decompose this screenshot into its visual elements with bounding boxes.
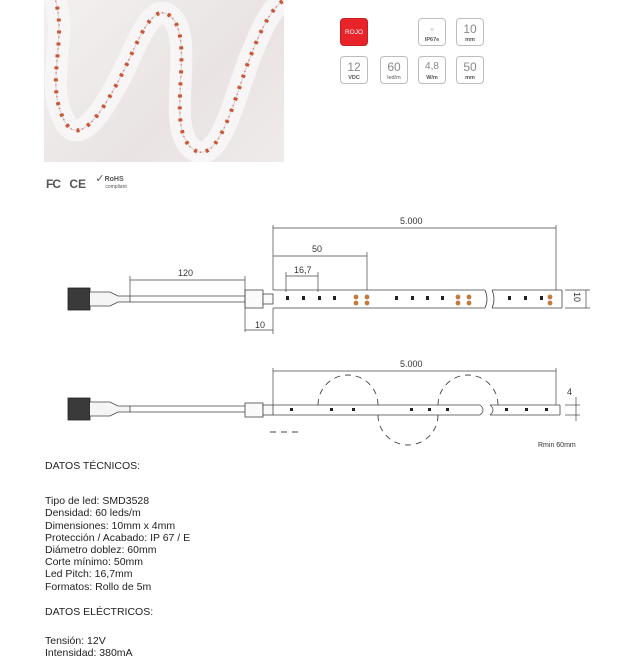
bend-arcs bbox=[270, 375, 498, 445]
fc-logo: FC bbox=[46, 176, 60, 191]
spec-row: Corte mínimo: 50mm bbox=[45, 556, 144, 569]
density-unit: led/m bbox=[387, 75, 401, 81]
dimensions-top bbox=[130, 225, 590, 334]
led-pitch-label: 16,7 bbox=[294, 265, 312, 275]
density-icon bbox=[380, 56, 408, 84]
checkmark-icon: ✓ bbox=[95, 173, 105, 186]
spec-row: Led Pitch: 16,7mm bbox=[45, 568, 133, 581]
ip-rating-icon bbox=[418, 18, 446, 46]
rohs-compliant: compliant bbox=[105, 183, 127, 190]
width-value: 10 bbox=[463, 22, 477, 36]
spec-icons bbox=[340, 18, 490, 96]
ce-logo: CE bbox=[69, 176, 87, 191]
side-view bbox=[68, 398, 560, 420]
certifications bbox=[46, 173, 146, 194]
length-top-label: 5.000 bbox=[400, 216, 423, 226]
electrical-title: DATOS ELÉCTRICOS: bbox=[45, 605, 154, 618]
spec-row: Tensión: 12V bbox=[45, 635, 106, 648]
ip-graphic: ▫ bbox=[430, 24, 434, 34]
rohs-label: RoHS bbox=[104, 176, 124, 184]
led-chips bbox=[286, 295, 552, 306]
voltage-unit: VDC bbox=[348, 75, 360, 81]
spec-row: Dimensiones: 10mm x 4mm bbox=[45, 519, 176, 532]
cut-value: 50 bbox=[463, 60, 477, 74]
pitch-group-label: 50 bbox=[312, 244, 323, 254]
product-photo bbox=[44, 0, 284, 162]
dimensions-side bbox=[273, 368, 580, 421]
ip-rating-label: IP67e bbox=[424, 37, 440, 43]
spec-row: Tipo de led: SMD3528 bbox=[45, 495, 150, 508]
cut-unit: mm bbox=[465, 75, 475, 81]
technical-title: DATOS TÉCNICOS: bbox=[45, 460, 141, 472]
width-unit: mm bbox=[465, 37, 475, 43]
bend-radius-label: Rmin 60mm bbox=[538, 442, 576, 449]
thickness-label: 4 bbox=[567, 387, 573, 397]
power-icon bbox=[418, 56, 446, 84]
connector-length-label: 10 bbox=[255, 320, 266, 330]
spec-row: Densidad: 60 leds/m bbox=[45, 507, 141, 520]
voltage-icon bbox=[340, 56, 368, 84]
color-red-icon bbox=[340, 18, 368, 46]
specifications bbox=[45, 460, 345, 659]
spec-row: Intensidad: 380mA bbox=[45, 647, 133, 659]
spec-row: Diámetro doblez: 60mm bbox=[45, 544, 157, 557]
spec-row: Protección / Acabado: IP 67 / E bbox=[45, 531, 191, 544]
voltage-value: 12 bbox=[347, 60, 361, 74]
length-side-label: 5.000 bbox=[400, 359, 423, 369]
power-value: 4,8 bbox=[425, 61, 439, 72]
top-view bbox=[68, 288, 562, 310]
color-label: ROJO bbox=[344, 29, 364, 36]
cut-icon bbox=[456, 56, 484, 84]
strip-width-label: 10 bbox=[572, 292, 582, 303]
rohs-logo bbox=[95, 173, 127, 191]
width-icon bbox=[456, 18, 484, 46]
led-strip-photo bbox=[44, 0, 284, 162]
cable-length-label: 120 bbox=[178, 268, 194, 278]
density-value: 60 bbox=[387, 60, 401, 74]
technical-drawing bbox=[0, 200, 640, 455]
side-leds bbox=[290, 408, 548, 411]
power-unit: W/m bbox=[426, 75, 438, 81]
spec-row: Formatos: Rollo de 5m bbox=[45, 580, 152, 593]
